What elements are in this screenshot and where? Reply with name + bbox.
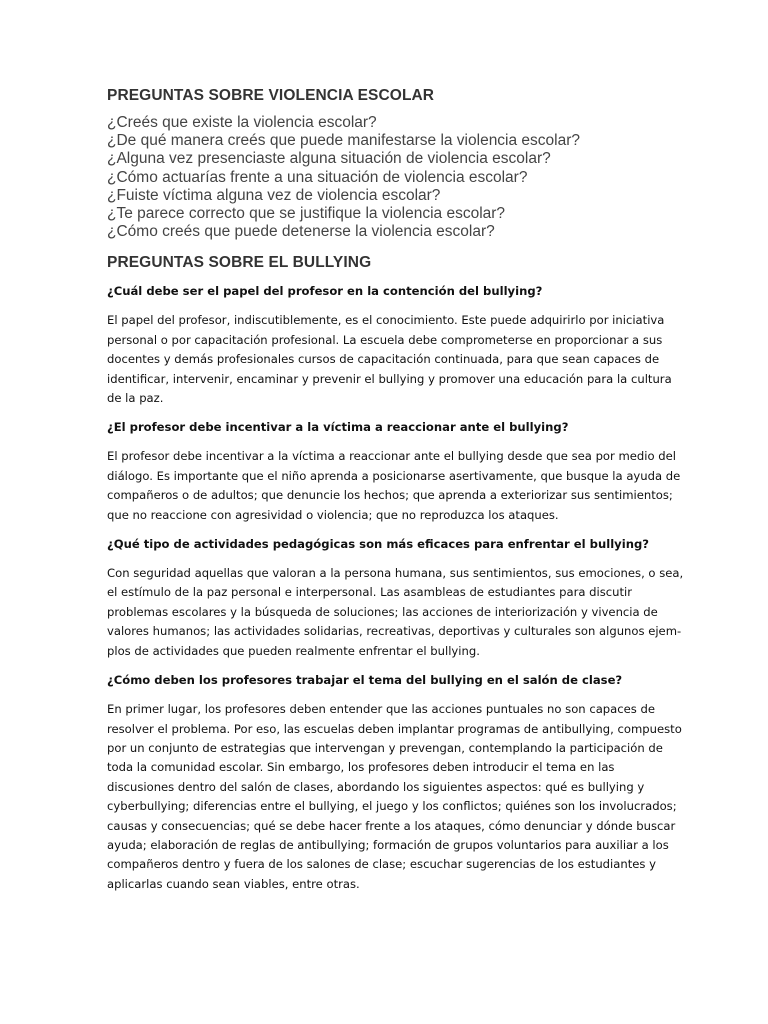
document-page <box>107 86 684 894</box>
bullying-answer <box>107 564 684 661</box>
violencia-question: ¿Cómo creés que puede detenerse la violencia escolar? <box>107 223 495 241</box>
answer-line: El profesor debe incentivar a la víctima a reaccionar ante el bullying desde que sea por medio del <box>107 449 676 464</box>
answer-line: el estímulo de la paz personal e interpersonal. Las asambleas de estudiantes para discutir <box>107 585 633 600</box>
bullying-answer <box>107 447 681 525</box>
violencia-question: ¿Creés que existe la violencia escolar? <box>107 114 377 131</box>
answer-line: Con seguridad aquellas que valoran a la persona humana, sus sentimientos, sus emociones, o sea, <box>107 566 684 581</box>
answer-line: cyberbullying; diferencias entre el bullying, el juego y los conflictos; quiénes son los involucrados; <box>107 799 677 814</box>
bullying-qa-1 <box>107 282 672 408</box>
violencia-question: ¿De qué manera creés que puede manifestarse la violencia escolar? <box>107 132 581 150</box>
answer-line: identificar, intervenir, encaminar y prevenir el bullying y promover una educación para la cultura <box>107 371 672 386</box>
answer-line: personal o por capacitación profesional. La escuela debe comprometerse en proporcionar a sus <box>107 332 663 347</box>
bullying-qa-2 <box>107 418 681 525</box>
violencia-question: ¿Fuiste víctima alguna vez de violencia escolar? <box>107 186 441 204</box>
answer-line: resolver el problema. Por eso, las escuelas deben implantar programas de antibullying, compuesto <box>107 721 682 736</box>
bullying-answer <box>107 311 672 408</box>
bullying-question: ¿Cómo deben los profesores trabajar el tema del bullying en el salón de clase? <box>107 673 623 688</box>
answer-line: ayuda; elaboración de reglas de antibullying; formación de grupos voluntarios para auxiliar a los <box>107 837 669 852</box>
violencia-question: ¿Te parece correcto que se justifique la violencia escolar? <box>107 205 506 223</box>
bullying-question: ¿Qué tipo de actividades pedagógicas son más eficaces para enfrentar el bullying? <box>107 537 649 552</box>
answer-line: El papel del profesor, indiscutiblemente, es el conocimiento. Este puede adquirirlo por iniciativa <box>107 313 665 328</box>
answer-line: por un conjunto de estrategias que intervengan y prevengan, contemplando la participación de <box>107 740 663 755</box>
answer-line: diálogo. Es importante que el niño aprenda a posicionarse asertivamente, que busque la ayuda de <box>107 468 681 483</box>
answer-line: que no reaccione con agresividad o violencia; que no reproduzca los ataques. <box>107 507 559 522</box>
bullying-question: ¿Cuál debe ser el papel del profesor en la contención del bullying? <box>107 284 543 299</box>
answer-line: compañeros o de adultos; que denuncie los hechos; que aprenda a exteriorizar sus sentimientos; <box>107 488 673 503</box>
answer-line: plos de actividades que pueden realmente enfrentar el bullying. <box>107 643 480 658</box>
section-title-bullying: PREGUNTAS SOBRE EL BULLYING <box>107 254 372 272</box>
violencia-question: ¿Cómo actuarías frente a una situación de violencia escolar? <box>107 168 528 186</box>
bullying-qa-3 <box>107 535 684 661</box>
answer-line: discusiones dentro del salón de clases, abordando los siguientes aspectos: qué es bullying y <box>107 779 645 794</box>
violencia-question: ¿Alguna vez presenciaste alguna situación de violencia escolar? <box>107 150 551 168</box>
answer-line: problemas escolares y la búsqueda de soluciones; las acciones de interiorización y vivencia de <box>107 604 658 619</box>
answer-line: de la paz. <box>107 391 164 406</box>
violencia-questions-list <box>107 114 667 241</box>
answer-line: En primer lugar, los profesores deben entender que las acciones puntuales no son capaces de <box>107 702 655 717</box>
answer-line: aplicarlas cuando sean viables, entre otras. <box>107 876 360 891</box>
answer-line: compañeros dentro y fuera de los salones de clase; escuchar sugerencias de los estudiantes y <box>107 857 656 872</box>
answer-line: causas y consecuencias; qué se debe hacer frente a los ataques, cómo denunciar y dónde buscar <box>107 818 676 833</box>
answer-line: toda la comunidad escolar. Sin embargo, los profesores deben introducir el tema en las <box>107 760 615 775</box>
bullying-answer <box>107 700 682 894</box>
bullying-qa-4 <box>107 671 682 894</box>
answer-line: valores humanos; las actividades solidarias, recreativas, deportivas y culturales son algunos ejem- <box>107 624 682 639</box>
answer-line: docentes y demás profesionales cursos de capacitación continuada, para que sean capaces de <box>107 352 660 367</box>
bullying-question: ¿El profesor debe incentivar a la víctima a reaccionar ante el bullying? <box>107 420 569 435</box>
section-title-violencia-escolar: PREGUNTAS SOBRE VIOLENCIA ESCOLAR <box>107 87 435 104</box>
